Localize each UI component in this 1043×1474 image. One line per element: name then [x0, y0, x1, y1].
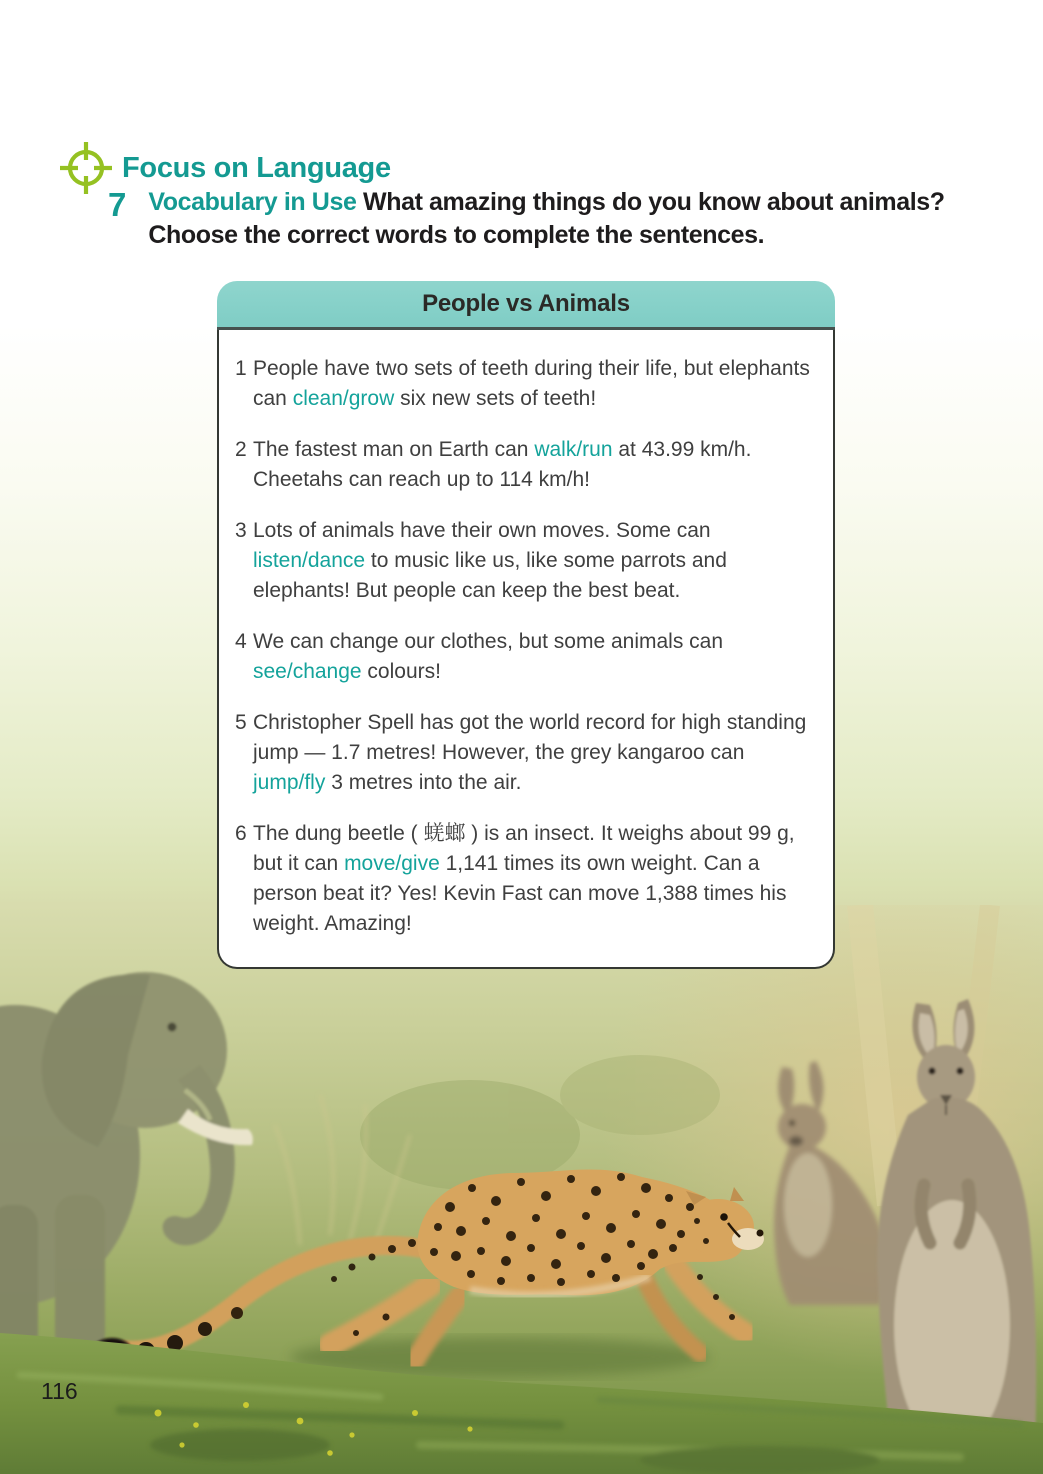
sentence-item-4: [235, 627, 811, 687]
item-text: The fastest man on Earth can: [253, 438, 535, 461]
exercise-text: [148, 186, 944, 252]
target-icon: [58, 140, 114, 196]
item-text: 3 metres into the air.: [325, 771, 522, 794]
word-choice: see/change: [253, 660, 362, 683]
item-text: People have two sets of teeth during their life, but elephants can: [253, 357, 810, 410]
item-number: 6: [235, 822, 247, 845]
item-text: The dung beetle ( 蜣螂 ) is an insect. It weighs about 99 g, but it can: [253, 822, 795, 875]
item-number: 4: [235, 630, 247, 653]
item-number: 1: [235, 357, 247, 380]
item-text: to music like us, like some parrots and elephants! But people can keep the best beat.: [253, 549, 727, 602]
item-number: 3: [235, 519, 247, 542]
word-choice: jump/fly: [253, 771, 326, 794]
page-number: 116: [41, 1378, 78, 1404]
item-text: six new sets of teeth!: [394, 387, 597, 410]
exercise-card: [217, 281, 835, 969]
sentence-item-2: [235, 435, 811, 495]
card-body: [217, 330, 835, 969]
savanna-photo: [0, 905, 1043, 1474]
card-header: [217, 281, 835, 330]
sentence-item-1: [235, 354, 811, 414]
sentence-item-5: [235, 708, 811, 798]
item-text: 1,141 times its own weight. Can a person beat it? Yes! Kevin Fast can move 1,388 times his weight. Amazing!: [253, 852, 787, 935]
sentence-item-6: [235, 819, 811, 939]
sentence-item-3: [235, 516, 811, 606]
item-text: Lots of animals have their own moves. Some can: [253, 519, 711, 542]
word-choice: walk/run: [534, 438, 613, 461]
exercise-type-label: Vocabulary in Use: [148, 188, 357, 216]
item-number: 5: [235, 711, 247, 734]
word-choice: listen/dance: [253, 549, 366, 572]
exercise-heading: [108, 186, 948, 252]
card-title: People vs Animals: [422, 290, 630, 317]
exercise-instruction: Choose the correct words to complete the sentences.: [148, 221, 765, 249]
item-number: 2: [235, 438, 247, 461]
item-text: Christopher Spell has got the world record for high standing jump — 1.7 metres! However, the grey kangaroo can: [253, 711, 807, 764]
exercise-number: 7: [108, 186, 127, 223]
item-text: at 43.99 km/h. Cheetahs can reach up to 114 km/h!: [253, 438, 752, 491]
section-title: Focus on Language: [122, 151, 391, 184]
item-text: We can change our clothes, but some animals can: [253, 630, 724, 653]
word-choice: clean/grow: [292, 387, 395, 410]
item-text: colours!: [361, 660, 441, 683]
word-choice: move/give: [344, 852, 440, 875]
exercise-question: What amazing things do you know about animals?: [356, 188, 945, 216]
